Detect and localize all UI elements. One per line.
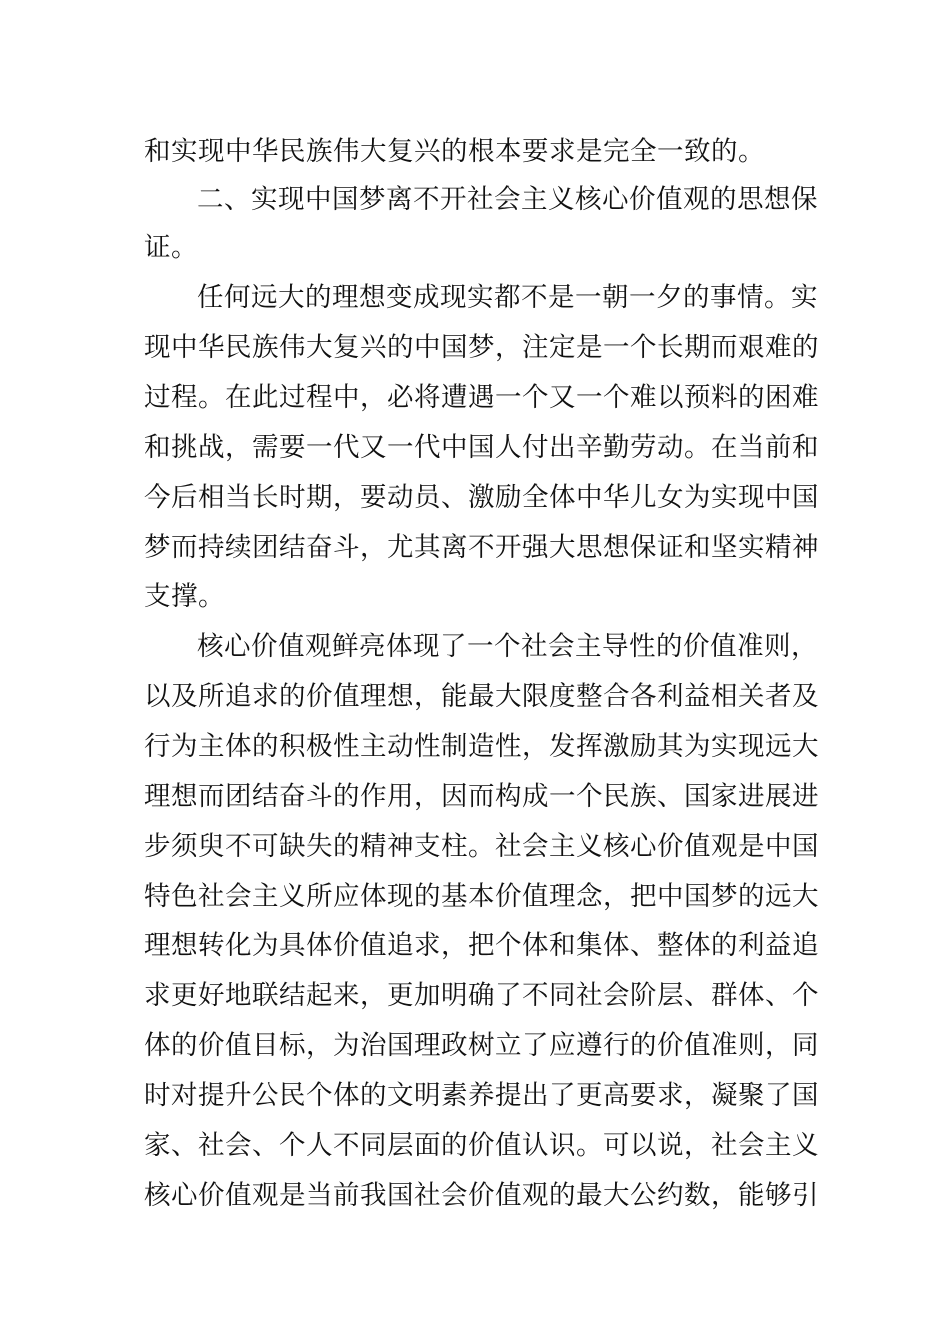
text-line: 体的价值目标，为治国理政树立了应遵行的价值准则，同 — [144, 1030, 819, 1061]
text-line: 任何远大的理想变成现实都不是一朝一夕的事情。实 — [197, 282, 818, 313]
text-line: 核心价值观鲜亮体现了一个社会主导性的价值准则， — [197, 631, 818, 662]
text-line: 以及所追求的价值理想，能最大限度整合各利益相关者及 — [144, 681, 819, 712]
text-line: 理想转化为具体价值追求，把个体和集体、整体的利益追 — [144, 930, 819, 961]
text-line: 时对提升公民个体的文明素养提出了更高要求，凝聚了国 — [144, 1080, 819, 1111]
text-line: 今后相当长时期，要动员、激励全体中华儿女为实现中国 — [144, 482, 819, 513]
text-line: 现中华民族伟大复兴的中国梦，注定是一个长期而艰难的 — [144, 332, 819, 363]
text-line: 家、社会、个人不同层面的价值认识。可以说，社会主义 — [144, 1130, 819, 1161]
text-line: 梦而持续团结奋斗，尤其离不开强大思想保证和坚实精神 — [144, 532, 819, 563]
section-heading-line: 证。 — [144, 232, 198, 263]
text-line: 特色社会主义所应体现的基本价值理念，把中国梦的远大 — [144, 881, 819, 912]
section-heading-line: 二、实现中国梦离不开社会主义核心价值观的思想保 — [197, 184, 818, 215]
text-line: 求更好地联结起来，更加明确了不同社会阶层、群体、个 — [144, 980, 819, 1011]
text-line: 支撑。 — [144, 581, 225, 612]
text-line: 和挑战，需要一代又一代中国人付出辛勤劳动。在当前和 — [144, 432, 819, 463]
text-line: 理想而团结奋斗的作用，因而构成一个民族、国家进展进 — [144, 781, 819, 812]
text-line: 步须臾不可缺失的精神支柱。社会主义核心价值观是中国 — [144, 831, 819, 862]
text-line: 过程。在此过程中，必将遭遇一个又一个难以预料的困难 — [144, 382, 819, 413]
text-line: 核心价值观是当前我国社会价值观的最大公约数，能够引 — [144, 1180, 819, 1211]
text-line: 行为主体的积极性主动性制造性，发挥激励其为实现远大 — [144, 731, 819, 762]
text-line: 和实现中华民族伟大复兴的根本要求是完全一致的。 — [144, 136, 765, 167]
